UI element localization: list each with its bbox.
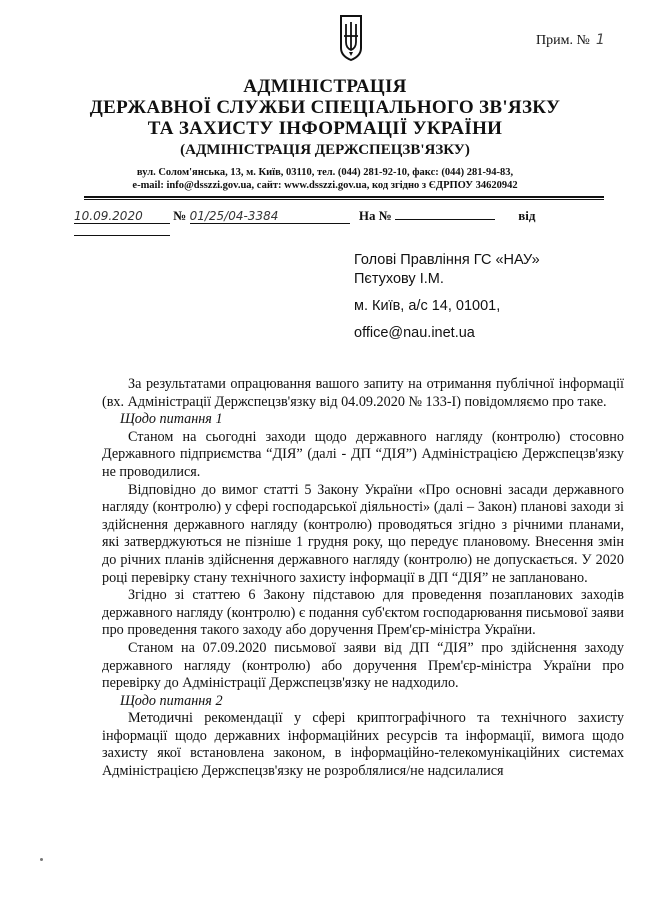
registration-number: 01/25/04-3384 bbox=[190, 209, 350, 224]
registration-date: 10.09.2020 bbox=[74, 209, 170, 224]
org-title-line2: ДЕРЖАВНОЇ СЛУЖБИ СПЕЦІАЛЬНОГО ЗВ'ЯЗКУ bbox=[89, 97, 561, 118]
incoming-date-label: від bbox=[518, 208, 536, 223]
recipient-position: Голові Правління ГС «НАУ» bbox=[354, 252, 540, 268]
recipient-name: Пєтухову І.М. bbox=[354, 271, 444, 287]
body-paragraph: Згідно зі статтею 6 Закону підставою для проведення позапланових заходів державного нагляду (контролю) є подання суб'єктом господарювання письмової заяви про проведення такого заходу або доручення Прем'єр-міністра України. bbox=[102, 587, 624, 639]
registration-line bbox=[74, 208, 634, 226]
scan-speck bbox=[40, 858, 43, 861]
incoming-no-label: На № bbox=[358, 208, 392, 223]
trident-emblem-icon bbox=[338, 14, 364, 62]
header-divider-thin bbox=[84, 199, 604, 200]
body-paragraph: Відповідно до вимог статті 5 Закону України «Про основні засади державного нагляду (контролю) у сфері господарської діяльності» (далі – Закон) планові заходи зі здійснення державного нагляду (контролю) проводяться згідно з річними планами, які затверджуються не пізніше 1 грудня року, що передує плановому. Внесення змін до річних планів здійснення державного нагляду (контролю) не допускається. У 2020 році перевірку стану технічного захисту інформації в ДП “ДІЯ” не заплановано. bbox=[102, 481, 624, 586]
body-paragraph: Станом на сьогодні заходи щодо державного нагляду (контролю) стосовно Державного підприємства “ДІЯ” (далі - ДП “ДІЯ”) Адміністрацією Держспецзв'язку не проводилися. bbox=[102, 428, 624, 480]
attachment-handwritten-number: 1 bbox=[595, 32, 605, 48]
question-heading-2: Щодо питання 2 bbox=[120, 692, 223, 709]
body-paragraph: Станом на 07.09.2020 письмової заяви від ДП “ДІЯ” про здійснення заходу державного нагляду (контролю) або доручення Прем'єр-міністра України про перевірку до Адміністрації Держспецзв'язку не надходило. bbox=[102, 639, 624, 692]
body-paragraph: За результатами опрацювання вашого запиту на отримання публічної інформації (вх. Адміністрації Держспецзв'язку від 04.09.2020 № 133-І) повідомляємо про таке. bbox=[102, 376, 624, 410]
letter-body bbox=[102, 376, 624, 781]
attachment-number bbox=[536, 32, 605, 49]
header-divider bbox=[84, 196, 604, 198]
incoming-date-field bbox=[74, 235, 170, 236]
org-short-name: (АДМІНІСТРАЦІЯ ДЕРЖСПЕЦЗВ'ЯЗКУ) bbox=[180, 142, 470, 158]
registration-no-label: № bbox=[173, 208, 187, 223]
recipient-address: м. Київ, а/с 14, 01001, bbox=[354, 298, 501, 314]
org-title-line1: АДМІНІСТРАЦІЯ bbox=[243, 76, 407, 97]
recipient-email: office@nau.inet.ua bbox=[354, 325, 475, 341]
question-heading-1: Щодо питання 1 bbox=[120, 411, 223, 428]
body-paragraph: Методичні рекомендації у сфері криптографічного та технічного захисту інформації щодо державних інформаційних ресурсів та інформації, вимога щодо захисту якої встановлена законом, в інформаційно-телекомунікаційних системах Адміністрацією Держспецзв'язку не розроблялися/не надсилалися bbox=[102, 710, 624, 780]
address-line: вул. Солом'янська, 13, м. Київ, 03110, тел. (044) 281-92-10, факс: (044) 281-94-83, bbox=[136, 167, 514, 178]
org-title-line3: ТА ЗАХИСТУ ІНФОРМАЦІЇ УКРАЇНИ bbox=[147, 118, 503, 139]
contact-line: e-mail: info@dsszzi.gov.ua, сайт: www.dsszzi.gov.ua, код згідно з ЄДРПОУ 34620942 bbox=[132, 180, 518, 191]
attachment-label: Прим. № bbox=[536, 33, 590, 48]
incoming-no-field bbox=[395, 219, 495, 220]
